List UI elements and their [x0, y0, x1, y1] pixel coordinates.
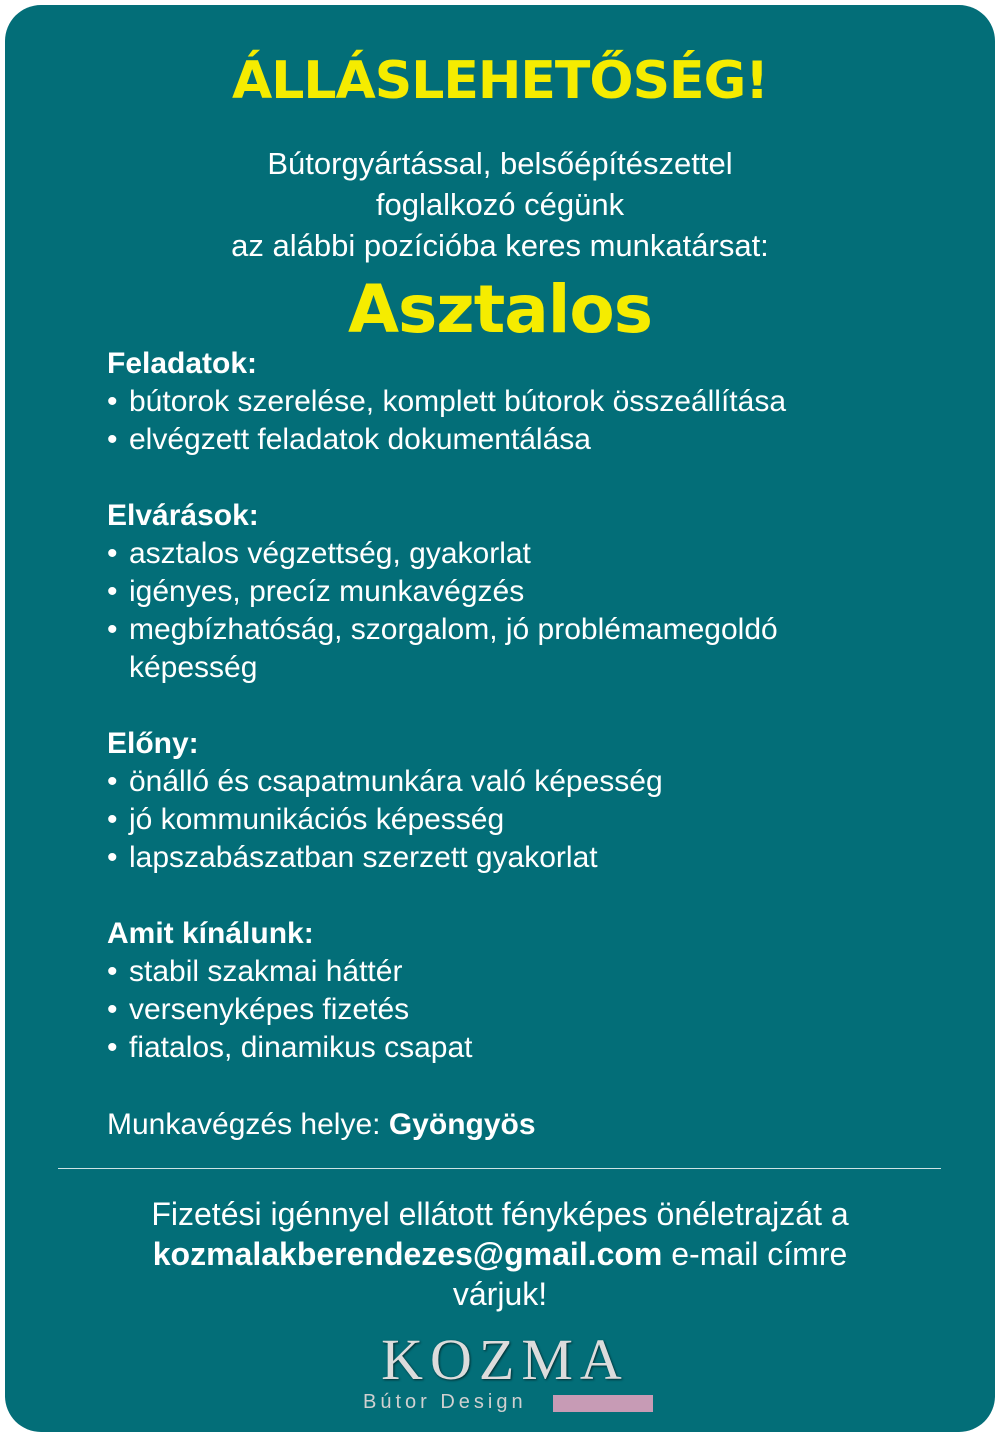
list-item — [107, 839, 967, 877]
bullet-icon: • — [107, 423, 118, 456]
apply-after-email: e-mail címre — [671, 1236, 848, 1272]
section-advantages — [107, 725, 967, 877]
intro-line: az alábbi pozícióba keres munkatársat: — [231, 228, 769, 263]
section-title: Előny: — [107, 727, 199, 760]
bullet-icon: • — [107, 613, 118, 646]
bullet-icon: • — [107, 803, 118, 836]
sections — [107, 345, 967, 1105]
workplace — [107, 1106, 536, 1144]
list-item — [107, 801, 967, 839]
list-item-text: önálló és csapatmunkára való képesség — [129, 765, 663, 798]
list-item-text: elvégzett feladatok dokumentálása — [129, 423, 591, 456]
section-offer — [107, 915, 967, 1067]
company-logo — [357, 1329, 653, 1419]
headline: ÁLLÁSLEHETŐSÉG! — [232, 51, 768, 111]
list-item-text: jó kommunikációs képesség — [129, 803, 505, 836]
list-item-text: bútorok szerelése, komplett bútorok összeállítása — [129, 385, 786, 418]
bullet-list — [107, 383, 967, 459]
intro-text — [5, 143, 995, 266]
section-tasks — [107, 345, 967, 459]
list-item-text: asztalos végzettség, gyakorlat — [129, 537, 531, 570]
list-item-text: versenyképes fizetés — [129, 993, 410, 1026]
workplace-city: Gyöngyös — [388, 1108, 536, 1141]
apply-text — [5, 1194, 995, 1314]
intro-line: Bútorgyártással, belsőépítészettel — [267, 146, 733, 181]
list-item-text: megbízhatóság, szorgalom, jó problémamegoldó képesség — [129, 613, 778, 684]
section-requirements — [107, 497, 967, 687]
bullet-list — [107, 535, 967, 687]
workplace-label: Munkavégzés helye: — [107, 1108, 381, 1141]
bullet-icon: • — [107, 993, 118, 1026]
section-title: Feladatok: — [107, 347, 258, 380]
bullet-icon: • — [107, 575, 118, 608]
list-item — [107, 953, 967, 991]
bullet-icon: • — [107, 1031, 118, 1064]
logo-name: KOZMA — [381, 1327, 629, 1392]
list-item-text: stabil szakmai háttér — [129, 955, 403, 988]
email-link[interactable]: kozmalakberendezes@gmail.com — [152, 1236, 663, 1272]
list-item — [107, 535, 967, 573]
position-title: Asztalos — [347, 271, 653, 348]
apply-line — [5, 1234, 995, 1274]
divider — [58, 1168, 941, 1169]
list-item — [107, 421, 967, 459]
list-item-text: fiatalos, dinamikus csapat — [129, 1031, 473, 1064]
bullet-list — [107, 953, 967, 1067]
section-title: Elvárások: — [107, 499, 259, 532]
bullet-list — [107, 763, 967, 877]
job-ad-card — [5, 5, 995, 1432]
logo-subtitle: Bútor Design — [363, 1391, 527, 1413]
bullet-icon: • — [107, 385, 118, 418]
list-item — [107, 763, 967, 801]
apply-line: Fizetési igénnyel ellátott fényképes önéletrajzát a — [151, 1196, 849, 1232]
bullet-icon: • — [107, 765, 118, 798]
list-item — [107, 611, 909, 687]
intro-line: foglalkozó cégünk — [375, 187, 625, 222]
section-title: Amit kínálunk: — [107, 917, 314, 950]
list-item — [107, 991, 967, 1029]
list-item-text: lapszabászatban szerzett gyakorlat — [129, 841, 598, 874]
bullet-icon: • — [107, 841, 118, 874]
list-item — [107, 1029, 967, 1067]
list-item — [107, 573, 967, 611]
logo-bar — [553, 1395, 653, 1412]
apply-line: várjuk! — [452, 1276, 548, 1312]
list-item — [107, 383, 967, 421]
bullet-icon: • — [107, 955, 118, 988]
list-item-text: igényes, precíz munkavégzés — [129, 575, 525, 608]
bullet-icon: • — [107, 537, 118, 570]
